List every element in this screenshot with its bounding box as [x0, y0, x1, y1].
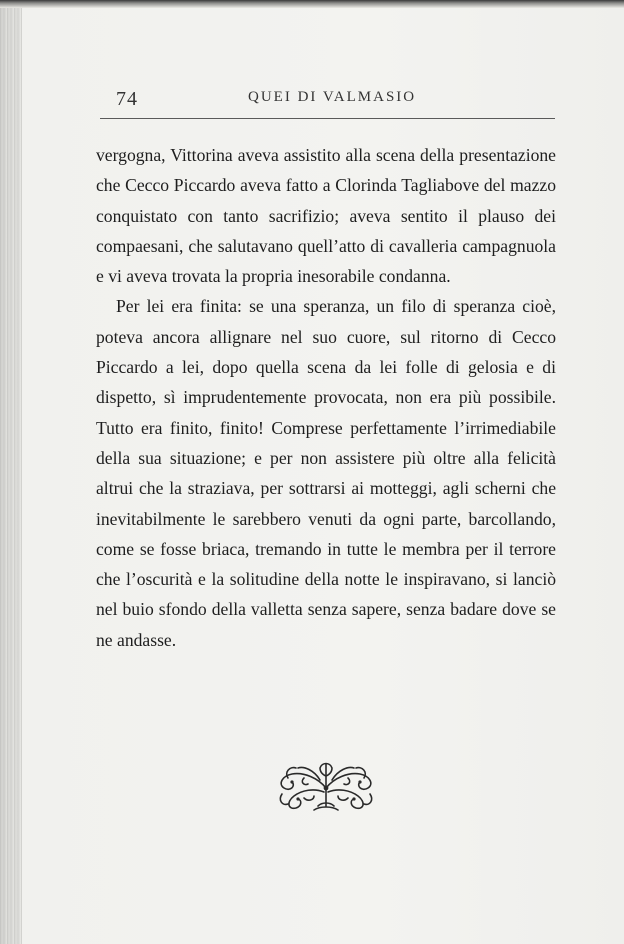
- running-header: [114, 86, 554, 116]
- paragraph-1: vergogna, Vittorina aveva assistito alla scena della presentazione che Cecco Piccardo aveva fatto a Clorinda Tagliabove del mazzo conquistato con tanto sacrifizio; aveva sentito il plauso dei compaesani, che salutavano quell’atto di cavalleria campagnuola e vi aveva trovata la propria inesorabile condanna.: [96, 145, 556, 287]
- page-number: 74: [116, 88, 138, 110]
- acanthus-ornament-icon: [274, 758, 378, 814]
- header-rule: [100, 118, 555, 119]
- body-text: [96, 140, 556, 655]
- page-gutter: [0, 0, 22, 944]
- paragraph-2: Per lei era finita: se una speranza, un filo di speranza cioè, poteva ancora allignare nel suo cuore, sul ritorno di Cecco Piccardo a lei, dopo quella scena da lei folle di gelosia e di dispetto, sì imprudentemente provocata, non era più possibile. Tutto era finito, finito! Comprese perfettamente l’irrimediabile della sua situazione; e per non assistere più oltre alla felicità altrui che la straziava, per sottrarsi ai motteggi, agli scherni che inevitabilmente le sarebbero venuti da ogni parte, barcollando, come se fosse briaca, tremando in tutte le membra per il terrore che l’oscurità e la solitudine della notte le inspiravano, si lanciò nel buio sfondo della valletta senza sapere, senza badare dove se ne andasse.: [96, 296, 556, 650]
- running-title: QUEI DI VALMASIO: [248, 89, 417, 105]
- scan-top-edge: [0, 0, 624, 8]
